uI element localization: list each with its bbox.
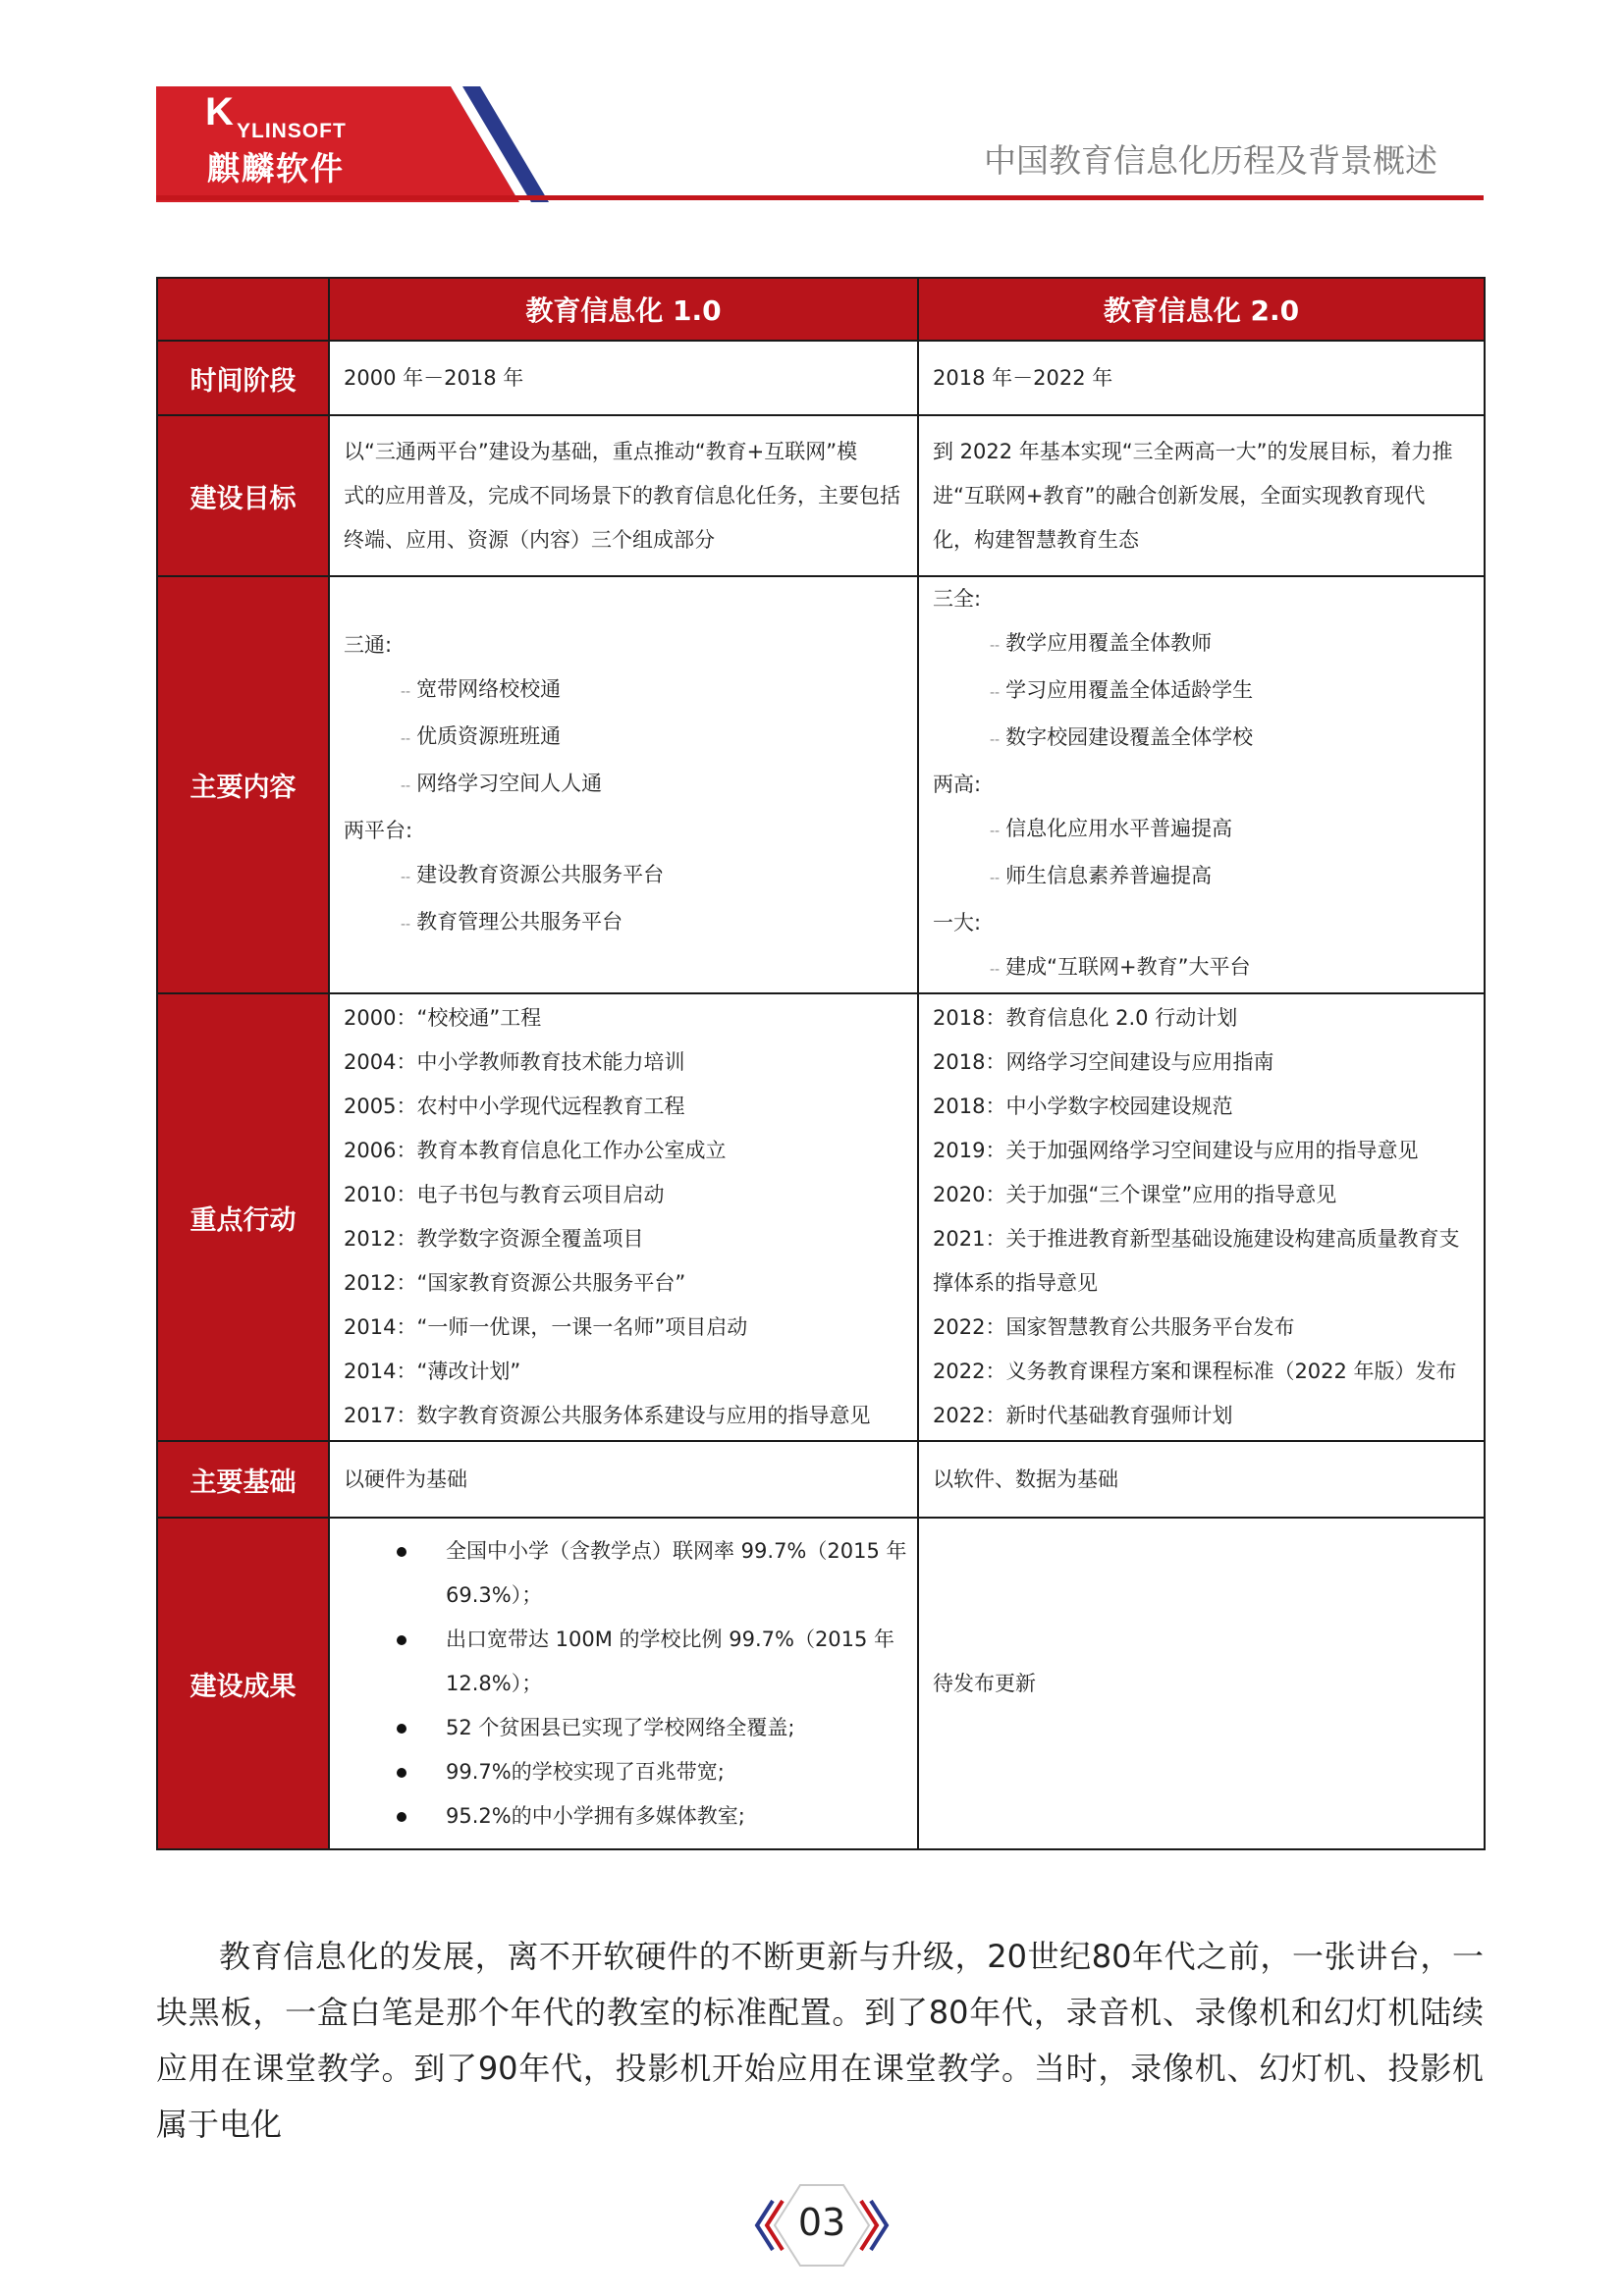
table-row — [157, 341, 1485, 415]
cell-edu-2 — [918, 341, 1485, 415]
header-cell-empty — [157, 278, 329, 341]
comparison-table — [156, 277, 1486, 1850]
cell-line: 2017：数字教育资源公共服务体系建设与应用的指导意见 — [344, 1404, 871, 1427]
row-label: 重点行动 — [157, 993, 329, 1441]
cell-line: 终端、应用、资源（内容）三个组成部分 — [344, 527, 715, 552]
table-header-row — [157, 278, 1485, 341]
list-item: -- 信息化应用水平普遍提高 — [990, 817, 1233, 840]
list-item: 95.2%的中小学拥有多媒体教室; — [330, 1794, 917, 1839]
cell-line: 式的应用普及，完成不同场景下的教育信息化任务，主要包括 — [344, 483, 900, 507]
cell-line: 2012：教学数字资源全覆盖项目 — [344, 1227, 644, 1251]
page-header-title: 中国教育信息化历程及背景概述 — [984, 141, 1437, 180]
cell-edu-2 — [918, 1441, 1485, 1518]
cell-edu-2 — [918, 1518, 1485, 1849]
cell-edu-1 — [329, 576, 918, 993]
table-row — [157, 1518, 1485, 1849]
cell-line: 2018：网络学习空间建设与应用指南 — [933, 1050, 1274, 1074]
cell-line: 2022：国家智慧教育公共服务平台发布 — [933, 1315, 1295, 1339]
list-item: 全国中小学（含教学点）联网率 99.7%（2015 年 69.3%）； — [330, 1529, 917, 1618]
list-item: -- 宽带网络校校通 — [401, 676, 562, 701]
cell-line: 待发布更新 — [933, 1671, 1036, 1695]
cell-line: 2004：中小学教师教育技术能力培训 — [344, 1050, 685, 1074]
row-label: 时间阶段 — [157, 341, 329, 415]
list-item: -- 师生信息素养普遍提高 — [990, 864, 1213, 887]
table-row — [157, 1441, 1485, 1518]
row-label: 主要基础 — [157, 1441, 329, 1518]
cell-line: 到 2022 年基本实现“三全两高一大”的发展目标，着力推 — [933, 439, 1453, 463]
logo-english: YLINSOFT — [237, 120, 347, 142]
row-label: 建设目标 — [157, 415, 329, 576]
cell-line: 2014：“一师一优课，一课一名师”项目启动 — [344, 1315, 748, 1339]
table-row — [157, 993, 1485, 1441]
logo-chinese: 麒麟软件 — [207, 149, 345, 187]
cell-line: 2019：关于加强网络学习空间建设与应用的指导意见 — [933, 1139, 1419, 1162]
cell-edu-2 — [918, 576, 1485, 993]
group-title: 一大: — [933, 911, 982, 934]
group-title: 三通: — [344, 632, 393, 657]
cell-line: 2022：新时代基础教育强师计划 — [933, 1404, 1233, 1427]
cell-line: 2006：教育本教育信息化工作办公室成立 — [344, 1139, 727, 1162]
list-item: -- 优质资源班班通 — [401, 723, 562, 748]
list-item: -- 网络学习空间人人通 — [401, 771, 603, 795]
achievement-list — [330, 1529, 917, 1839]
brand-logo — [156, 86, 549, 202]
list-item: 99.7%的学校实现了百兆带宽; — [330, 1750, 917, 1794]
table-row — [157, 576, 1485, 993]
cell-line: 撑体系的指导意见 — [933, 1271, 1098, 1295]
cell-line: 以软件、数据为基础 — [933, 1467, 1118, 1491]
cell-line: 2005：农村中小学现代远程教育工程 — [344, 1095, 685, 1118]
cell-line: 2018：中小学数字校园建设规范 — [933, 1095, 1233, 1118]
logo-k: K — [205, 90, 234, 133]
cell-edu-2 — [918, 993, 1485, 1441]
group-title: 两高: — [933, 773, 982, 796]
body-paragraph: 教育信息化的发展，离不开软硬件的不断更新与升级，20世纪80年代之前，一张讲台，一块黑板，一盒白笔是那个年代的教室的标准配置。到了80年代，录音机、录像机和幻灯机陆续应用在课堂教学。到了90年代，投影机开始应用在课堂教学。当时，录像机、幻灯机、投影机属于电化 — [156, 1938, 1484, 2143]
cell-edu-1 — [329, 415, 918, 576]
cell-line: 2020：关于加强“三个课堂”应用的指导意见 — [933, 1183, 1337, 1206]
cell-line: 2000 年－2018 年 — [344, 365, 524, 390]
cell-edu-2 — [918, 415, 1485, 576]
cell-line: 2012：“国家教育资源公共服务平台” — [344, 1271, 686, 1295]
cell-line: 以“三通两平台”建设为基础，重点推动“教育+互联网”模 — [344, 439, 858, 463]
list-item: -- 建成“互联网+教育”大平台 — [990, 955, 1251, 979]
cell-edu-1 — [329, 1441, 918, 1518]
list-item: -- 教育管理公共服务平台 — [401, 909, 623, 934]
group-title: 三全: — [933, 587, 982, 611]
cell-line: 2018 年－2022 年 — [933, 365, 1113, 390]
cell-line: 2021：关于推进教育新型基础设施建设构建高质量教育支 — [933, 1227, 1460, 1251]
cell-line: 以硬件为基础 — [344, 1467, 467, 1491]
cell-line: 2018：教育信息化 2.0 行动计划 — [933, 1006, 1238, 1030]
list-item: -- 建设教育资源公共服务平台 — [401, 862, 665, 886]
cell-line: 2010：电子书包与教育云项目启动 — [344, 1183, 665, 1206]
list-item: -- 数字校园建设覆盖全体学校 — [990, 725, 1254, 749]
header-cell-edu-2: 教育信息化 2.0 — [918, 278, 1485, 341]
row-label: 主要内容 — [157, 576, 329, 993]
header-cell-edu-1: 教育信息化 1.0 — [329, 278, 918, 341]
group-title: 两平台: — [344, 818, 413, 842]
cell-line: 化，构建智慧教育生态 — [933, 527, 1139, 552]
list-item: -- 学习应用覆盖全体适龄学生 — [990, 678, 1254, 702]
row-label: 建设成果 — [157, 1518, 329, 1849]
cell-line: 2000：“校校通”工程 — [344, 1006, 542, 1030]
list-item: 52 个贫困县已实现了学校网络全覆盖; — [330, 1706, 917, 1750]
cell-line: 2014：“薄改计划” — [344, 1360, 521, 1383]
cell-line: 进“互联网+教育”的融合创新发展，全面实现教育现代 — [933, 483, 1426, 507]
cell-edu-1 — [329, 341, 918, 415]
cell-edu-1 — [329, 993, 918, 1441]
table-row — [157, 415, 1485, 576]
cell-edu-1 — [329, 1518, 918, 1849]
header-divider — [156, 195, 1484, 200]
page-number-badge — [753, 2171, 891, 2279]
cell-line: 2022：义务教育课程方案和课程标准（2022 年版）发布 — [933, 1360, 1457, 1383]
list-item: -- 教学应用覆盖全体教师 — [990, 631, 1213, 655]
page-number: 03 — [797, 2201, 846, 2244]
list-item: 出口宽带达 100M 的学校比例 99.7%（2015 年 12.8%）； — [330, 1618, 917, 1706]
